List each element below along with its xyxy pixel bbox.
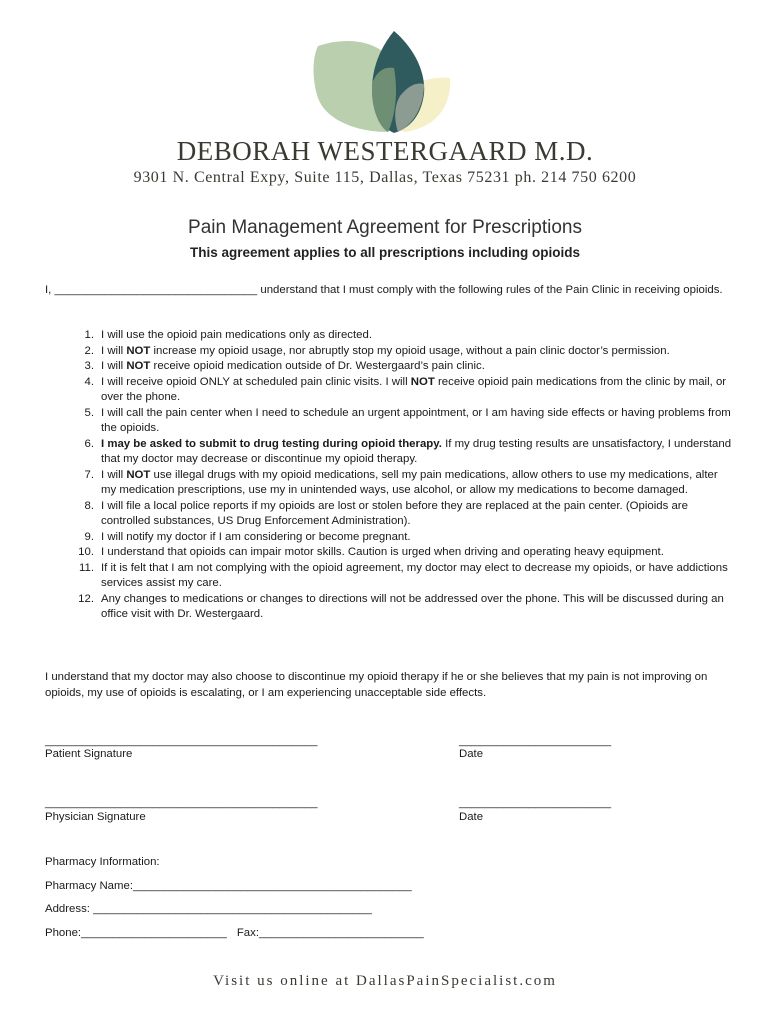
clinic-name: DEBORAH WESTERGAARD M.D. <box>176 136 594 166</box>
rule-emphasis: NOT <box>126 360 151 372</box>
pharmacy-phone-row <box>45 927 424 939</box>
rule-emphasis: I may be asked to submit to drug testing during opioid therapy. <box>101 437 442 450</box>
footer-website: Visit us online at DallasPainSpecialist.com <box>213 973 557 989</box>
rule-text: Any changes to medications or changes to directions will not be addressed over the phone. This will be discussed during an office visit with Dr. Westergaard. <box>101 592 724 620</box>
rule-number: 6. <box>84 437 94 450</box>
pharmacy-address-field[interactable]: ____________________________________________ <box>93 903 372 915</box>
rule-number: 11. <box>79 561 94 574</box>
rule-text: I will notify my doctor if I am considering or become pregnant. <box>101 530 411 543</box>
pharmacy-address-label: Address: <box>45 903 94 915</box>
pharmacy-fax-field[interactable]: __________________________ <box>258 927 424 939</box>
rule-item <box>45 437 735 468</box>
rule-number: 12. <box>78 592 94 605</box>
document-title: Pain Management Agreement for Prescriptions <box>188 217 582 238</box>
rule-number: 10. <box>78 546 94 558</box>
pharmacy-name-field[interactable]: ____________________________________________ <box>133 880 412 892</box>
rule-item <box>45 328 735 344</box>
rule-text-rest: If my drug testing results are unsatisfactory, I understand that my doctor may decrease or discontinue my opioid therapy. <box>101 437 732 465</box>
pharmacy-phone-field[interactable]: _______________________ <box>81 927 227 939</box>
pharmacy-phone-label: Phone: <box>45 927 82 939</box>
rule-item <box>45 561 735 592</box>
rule-number: 9. <box>84 530 94 543</box>
rule-text-rest: use illegal drugs with my opioid medications, sell my pain medications, allow others to use my medications, alter my medication prescriptions, use my in unintended ways, use alcohol, or allow my medications to become damaged. <box>101 468 718 496</box>
rule-item <box>45 592 735 623</box>
rule-item <box>45 545 735 561</box>
rule-item <box>45 375 735 406</box>
rule-item <box>45 468 735 499</box>
physician-signature-line[interactable]: ___________________________________________ <box>45 797 318 809</box>
rule-item <box>45 530 735 546</box>
closing-paragraph: I understand that my doctor may also choose to discontinue my opioid therapy if he or she believes that my pain is not improving on opioids, my use of opioids is escalating, or I am experiencing unacceptable side effects. <box>45 671 708 699</box>
rule-item <box>45 406 735 437</box>
patient-date-line[interactable]: ________________________ <box>459 735 612 747</box>
intro-text: understand that I must comply with the following rules of the Pain Clinic in receiving opioids. <box>257 284 723 296</box>
rule-item <box>45 344 735 360</box>
document-subtitle: This agreement applies to all prescriptions including opioids <box>189 245 581 260</box>
rule-text: If it is felt that I am not complying with the opioid agreement, my doctor may elect to decrease my opioids, or have addictions services assist my care. <box>101 561 728 589</box>
rule-text: I will use the opioid pain medications only as directed. <box>101 329 372 341</box>
rule-text: I will <box>101 360 127 372</box>
patient-signature-line[interactable]: ___________________________________________ <box>45 735 318 747</box>
pharmacy-fax-label: Fax: <box>236 927 259 939</box>
rule-number: 3. <box>84 360 94 372</box>
rule-text-rest: increase my opioid usage, nor abruptly stop my opioid usage, without a pain clinic doctor’s permission. <box>150 344 670 357</box>
physician-date-label: Date <box>459 811 484 823</box>
physician-date-line[interactable]: ________________________ <box>459 797 612 809</box>
rules-list <box>45 328 735 623</box>
physician-signature-label: Physician Signature <box>45 811 146 823</box>
rule-text: I will <box>101 344 127 357</box>
rule-emphasis: NOT <box>410 375 435 388</box>
pharmacy-name-label: Pharmacy Name: <box>45 880 133 892</box>
clinic-address: 9301 N. Central Expy, Suite 115, Dallas, Texas 75231 ph. 214 750 6200 <box>133 169 637 186</box>
rule-item <box>45 499 735 530</box>
rule-number: 2. <box>84 344 94 357</box>
intro-paragraph <box>45 283 735 299</box>
rule-number: 7. <box>84 468 94 481</box>
patient-date-label: Date <box>459 748 484 760</box>
rule-text: I will call the pain center when I need to schedule an urgent appointment, or I am having side effects or having problems from the opioids. <box>101 406 731 434</box>
rule-number: 1. <box>84 329 94 341</box>
pharmacy-heading: Pharmacy Information: <box>45 856 160 868</box>
rule-text-rest: receive opioid medication outside of Dr. Westergaard’s pain clinic. <box>150 360 485 372</box>
patient-signature-label: Patient Signature <box>45 748 133 760</box>
rule-item <box>45 359 735 375</box>
clinic-logo <box>308 28 458 136</box>
intro-prefix: I, <box>45 284 55 296</box>
rule-number: 5. <box>84 406 94 419</box>
pharmacy-name-row <box>45 880 412 892</box>
pharmacy-address-row <box>45 903 372 915</box>
rule-text: I will <box>101 468 127 481</box>
rule-text: I will receive opioid ONLY at scheduled pain clinic visits. I will <box>101 375 411 388</box>
rule-number: 4. <box>84 375 94 388</box>
rule-text: I will file a local police reports if my opioids are lost or stolen before they are replaced at the pain center. (Opioids are controlled substances, US Drug Enforcement Administration). <box>101 499 688 527</box>
rule-number: 8. <box>84 499 94 512</box>
patient-name-blank[interactable]: ________________________________ <box>54 284 258 296</box>
rule-emphasis: NOT <box>126 468 151 481</box>
rule-emphasis: NOT <box>126 344 151 357</box>
rule-text-rest: receive opioid pain medications from the clinic by mail, or over the phone. <box>101 375 727 403</box>
rule-text: I understand that opioids can impair motor skills. Caution is urged when driving and operating heavy equipment. <box>101 546 664 558</box>
